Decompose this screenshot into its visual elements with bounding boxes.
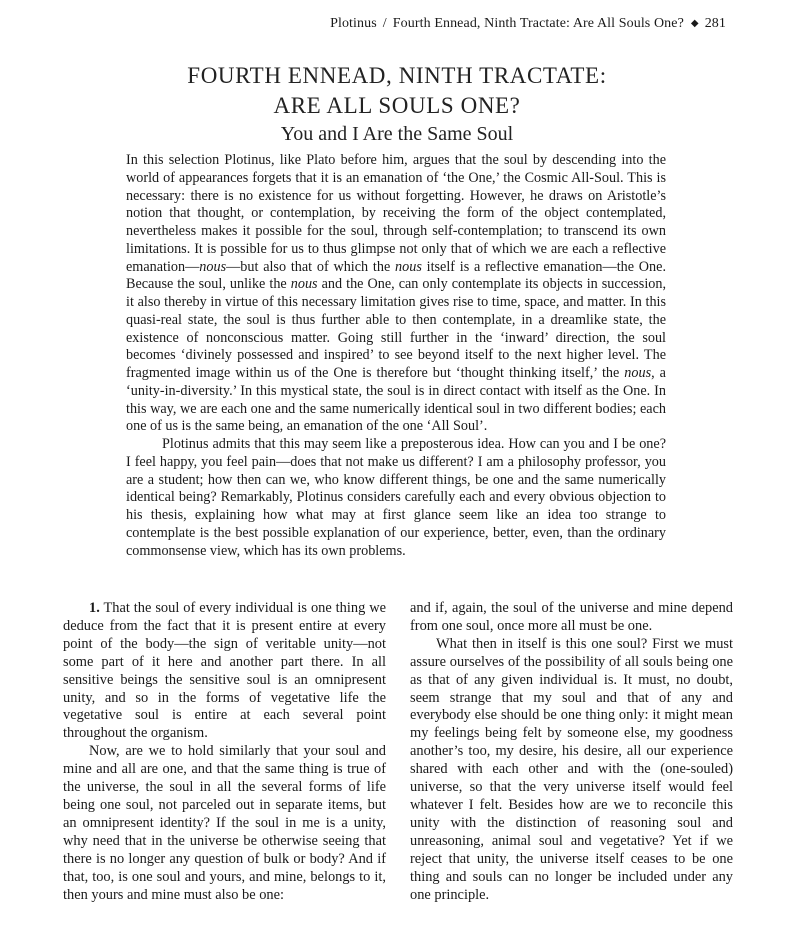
intro-text: , a ‘unity-in-diversity.’ In this mystical state, the soul is in direct contact with itself as the One. In this way, we are each one and the same numerically identical soul in two different bodies; each one of us is the same being, an emanation of the one ‘All Soul’.: [126, 365, 666, 435]
diamond-icon: ◆: [690, 18, 699, 29]
body-paragraph: What then in itself is this one soul? First we must assure ourselves of the possibility of all souls being one as that of any given individual is. It must, no doubt, seem strange that my soul and that of any and everybody else should be one thing only: it might mean my feelings being felt by someone else, my goodness another’s too, my desire, his desire, all our experience shared with each other and with the (one-souled) universe, so that the very universe itself would feel whatever I felt. Besides how are we to reconcile this unity with the distinction of reasoning soul and unreasoning, animal soul and vegetative? Yet if we reject that unity, the universe itself ceases to be one thing and souls can no longer be included under any one principle.: [410, 635, 733, 903]
body-column-left: [63, 600, 386, 904]
body-paragraph: Now, are we to hold similarly that your soul and mine and all are one, and that the same thing is true of the universe, the soul in all the several forms of life being one soul, not parceled out in separate items, but an omnipresent identity? If the soul in me is a unity, why need that in the universe be otherwise seeing that there is no longer any question of bulk or body? And if that, too, is one soul and yours, and mine, belongs to it, then yours and mine must also be one:: [63, 743, 386, 903]
page-number: 281: [704, 16, 726, 31]
chapter-title-line-2: ARE ALL SOULS ONE?: [273, 93, 521, 118]
body-paragraph: and if, again, the soul of the universe and mine depend from one soul, once more all must be one.: [410, 600, 733, 634]
intro-paragraph-1: [126, 152, 666, 436]
chapter-title-line-1: FOURTH ENNEAD, NINTH TRACTATE:: [187, 63, 607, 88]
intro-italic-term: nous: [199, 258, 227, 275]
intro-italic-term: nous: [395, 258, 422, 275]
running-head: [0, 16, 726, 32]
running-head-chapter: Fourth Ennead, Ninth Tractate: Are All Souls One?: [392, 16, 684, 31]
chapter-subtitle: You and I Are the Same Soul: [280, 123, 514, 145]
running-head-author: Plotinus: [330, 16, 377, 31]
intro-italic-term: nous: [624, 365, 652, 381]
section-number: 1.: [89, 600, 100, 616]
intro-text: and the One, can only contemplate its objects in succession, it also thereby in virtue of this necessary limitation gives rise to time, space, and matter. In this quasi-real state, the soul is thus further able to then contemplate, in a dreamlike state, the existence of nonconscious matter. Going still further in the ‘inward’ direction, the soul becomes ‘divinely possessed and inspired’ to see beyond itself to the next higher level. The fragmented image within us of the One is therefore but ‘thought thinking itself,’ the: [126, 276, 667, 381]
intro-text: —but also that of which the: [226, 258, 396, 275]
intro-paragraph-2: Plotinus admits that this may seem like a preposterous idea. How can you and I be one? I feel happy, you feel pain—does that not make us different? I am a philosophy professor, you are a student; how then can we, who know different things, be one and the same numerically identical being? Remarkably, Plotinus considers carefully each and every obvious objection to his thesis, explaining how what may at first glance seem like an idea too strange to contemplate is the best possible explanation of our experience, better, even, than the ordinary commonsense view, which has its own problems.: [126, 436, 666, 559]
intro-text: itself is a reflective emanation—the One. Because the soul, unlike the: [126, 258, 666, 293]
intro-italic-term: nous: [290, 276, 318, 293]
running-head-separator: /: [382, 16, 387, 31]
body-text: That the soul of every individual is one thing we deduce from the fact that it is present entire at every point of the body—the sign of veritable unity—not some part of it here and another part there. In all sensitive beings the sensitive soul is an omnipresent unity, and so in the forms of vegetative life the vegetative soul is entire at each several point throughout the organism.: [63, 600, 386, 742]
body-column-right: [410, 600, 733, 904]
body-paragraph: [63, 600, 386, 743]
introduction: [126, 152, 666, 560]
intro-text: In this selection Plotinus, like Plato before him, argues that the soul by descending into the world of appearances forgets that it is an emanation of ‘the One,’ the Cosmic All-Soul. This is necessary: there is no existence for us without forgetting. However, he draws on Aristotle’s notion that thought, or contemplation, by receiving the form of the object contemplated, nevertheless makes it possible for the soul, through self-contemplation; to transcend its own limitations. It is possible for us to thus glimpse not only that of which we are each a reflective emanation—: [126, 152, 666, 275]
